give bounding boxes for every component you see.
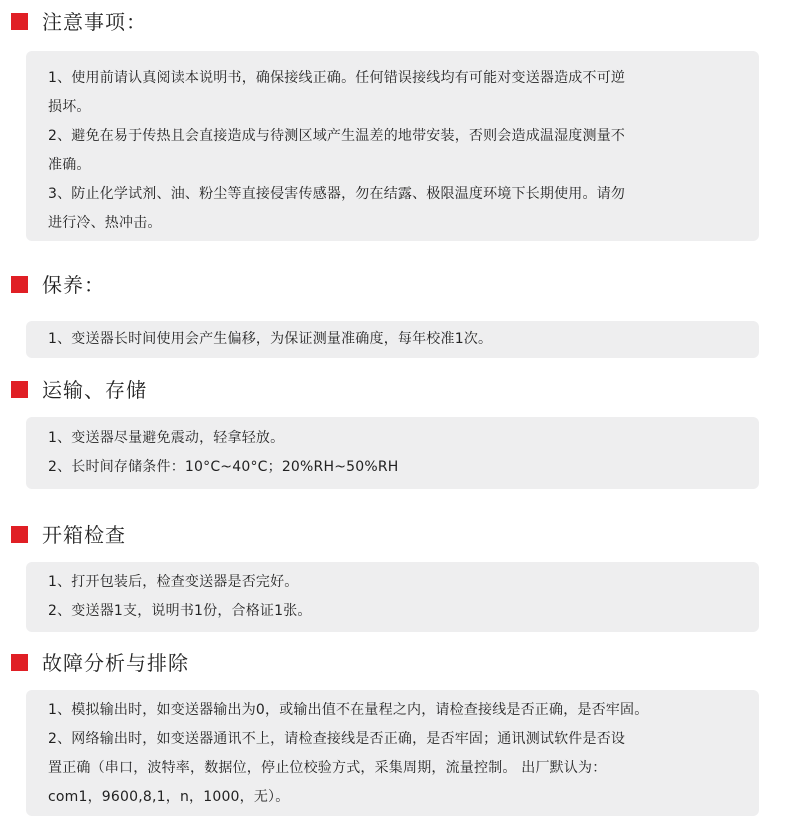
section-heading-unboxing-check — [0, 520, 790, 550]
section-title: 注意事项： — [42, 10, 147, 34]
section-box-maintenance — [26, 321, 759, 358]
list-item: 2、避免在易于传热且会直接造成与待测区域产生温差的地带安装，否则会造成温湿度测量不 — [48, 128, 626, 144]
list-item: 1、变送器尽量避免震动，轻拿轻放。 — [48, 430, 285, 446]
section-box-troubleshooting — [26, 690, 759, 816]
list-item: 2、网络输出时，如变送器通讯不上，请检查接线是否正确，是否牢固；通讯测试软件是否设 — [48, 731, 626, 747]
list-item: 2、长时间存储条件：10°C~40°C；20%RH~50%RH — [48, 459, 399, 475]
list-item: 损坏。 — [48, 99, 91, 115]
list-item: 置正确（串口，波特率，数据位，停止位校验方式，采集周期，流量控制。 出厂默认为： — [48, 760, 607, 776]
section-title: 故障分析与排除 — [42, 651, 189, 675]
section-heading-precautions — [0, 7, 790, 37]
red-square-marker-icon — [11, 654, 28, 671]
list-item: 1、变送器长时间使用会产生偏移，为保证测量准确度，每年校准1次。 — [48, 331, 493, 347]
list-item: 准确。 — [48, 157, 91, 173]
section-heading-transport-storage — [0, 375, 790, 405]
list-item: 3、防止化学试剂、油、粉尘等直接侵害传感器，勿在结露、极限温度环境下长期使用。请勿 — [48, 186, 626, 202]
list-item: 进行冷、热冲击。 — [48, 215, 162, 231]
section-box-precautions — [26, 51, 759, 241]
red-square-marker-icon — [11, 381, 28, 398]
list-item: com1，9600,8,1，n，1000，无）。 — [48, 789, 290, 805]
section-box-unboxing-check — [26, 562, 759, 632]
section-heading-maintenance — [0, 270, 790, 300]
section-title: 保养： — [42, 273, 105, 297]
list-item: 1、打开包装后，检查变送器是否完好。 — [48, 574, 299, 590]
red-square-marker-icon — [11, 526, 28, 543]
list-item: 2、变送器1支，说明书1份，合格证1张。 — [48, 603, 312, 619]
section-title: 运输、存储 — [42, 378, 147, 402]
red-square-marker-icon — [11, 276, 28, 293]
section-heading-troubleshooting — [0, 648, 790, 678]
section-box-transport-storage — [26, 417, 759, 489]
list-item: 1、使用前请认真阅读本说明书，确保接线正确。任何错误接线均有可能对变送器造成不可逆 — [48, 70, 626, 86]
red-square-marker-icon — [11, 13, 28, 30]
list-item: 1、模拟输出时，如变送器输出为0，或输出值不在量程之内，请检查接线是否正确，是否牢固。 — [48, 702, 649, 718]
section-title: 开箱检查 — [42, 523, 126, 547]
